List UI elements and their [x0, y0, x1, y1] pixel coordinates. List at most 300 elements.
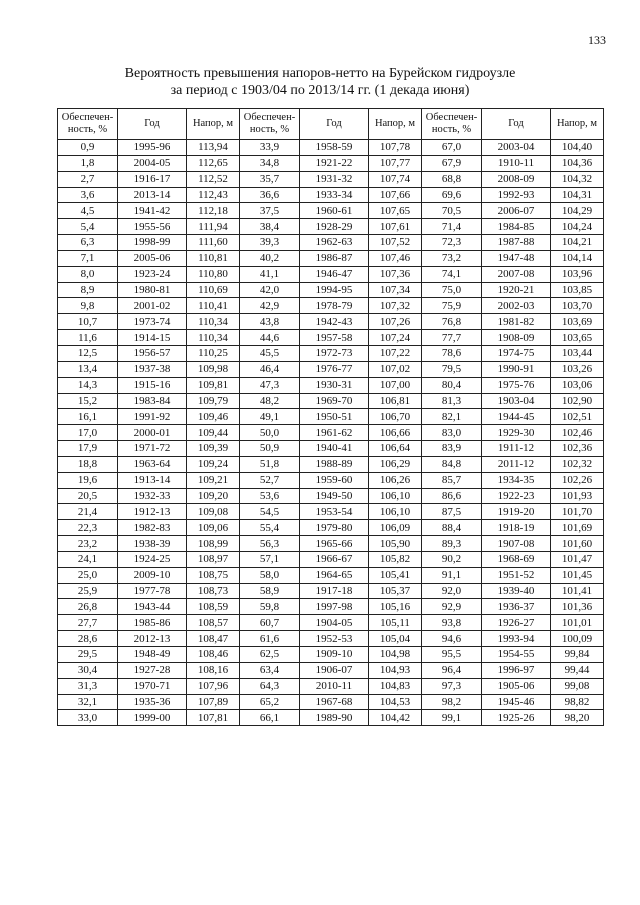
head-cell: 106,66 [369, 425, 422, 441]
table-row [58, 266, 604, 282]
year-cell: 1958-59 [300, 140, 369, 156]
year-cell: 1933-34 [300, 187, 369, 203]
probability-cell: 94,6 [422, 631, 482, 647]
head-cell: 101,01 [551, 615, 604, 631]
year-cell: 1940-41 [300, 441, 369, 457]
head-cell: 105,82 [369, 551, 422, 567]
year-cell: 1912-13 [118, 504, 187, 520]
table-row [58, 345, 604, 361]
year-cell: 1968-69 [482, 551, 551, 567]
header-probability: Обеспечен-ность, % [422, 109, 482, 140]
year-cell: 1947-48 [482, 250, 551, 266]
year-cell: 1991-92 [118, 409, 187, 425]
year-cell: 1954-55 [482, 647, 551, 663]
year-cell: 1976-77 [300, 361, 369, 377]
head-cell: 109,24 [187, 456, 240, 472]
year-cell: 1918-19 [482, 520, 551, 536]
head-cell: 109,06 [187, 520, 240, 536]
head-cell: 104,32 [551, 171, 604, 187]
probability-cell: 63,4 [240, 662, 300, 678]
head-cell: 108,47 [187, 631, 240, 647]
head-cell: 107,96 [187, 678, 240, 694]
head-cell: 101,45 [551, 567, 604, 583]
year-cell: 1956-57 [118, 345, 187, 361]
probability-cell: 22,3 [58, 520, 118, 536]
probability-cell: 57,1 [240, 551, 300, 567]
head-cell: 105,16 [369, 599, 422, 615]
probability-cell: 23,2 [58, 536, 118, 552]
year-cell: 1924-25 [118, 551, 187, 567]
head-cell: 101,70 [551, 504, 604, 520]
head-cell: 104,98 [369, 647, 422, 663]
probability-cell: 34,8 [240, 155, 300, 171]
table-row [58, 314, 604, 330]
probability-cell: 83,0 [422, 425, 482, 441]
head-cell: 104,24 [551, 219, 604, 235]
head-cell: 101,93 [551, 488, 604, 504]
probability-cell: 45,5 [240, 345, 300, 361]
year-cell: 1905-06 [482, 678, 551, 694]
head-cell: 104,21 [551, 235, 604, 251]
head-cell: 107,89 [187, 694, 240, 710]
head-cell: 99,84 [551, 647, 604, 663]
probability-cell: 50,9 [240, 441, 300, 457]
head-cell: 107,46 [369, 250, 422, 266]
probability-cell: 80,4 [422, 377, 482, 393]
head-cell: 106,81 [369, 393, 422, 409]
head-cell: 108,59 [187, 599, 240, 615]
probability-cell: 39,3 [240, 235, 300, 251]
year-cell: 1966-67 [300, 551, 369, 567]
year-cell: 2006-07 [482, 203, 551, 219]
probability-cell: 89,3 [422, 536, 482, 552]
table-row [58, 583, 604, 599]
year-cell: 1921-22 [300, 155, 369, 171]
head-cell: 98,20 [551, 710, 604, 726]
head-cell: 102,51 [551, 409, 604, 425]
head-cell: 104,42 [369, 710, 422, 726]
head-cell: 109,98 [187, 361, 240, 377]
probability-cell: 30,4 [58, 662, 118, 678]
head-cell: 104,36 [551, 155, 604, 171]
probability-cell: 77,7 [422, 330, 482, 346]
head-cell: 105,04 [369, 631, 422, 647]
year-cell: 1930-31 [300, 377, 369, 393]
table-row [58, 488, 604, 504]
year-cell: 1965-66 [300, 536, 369, 552]
head-cell: 108,57 [187, 615, 240, 631]
probability-cell: 56,3 [240, 536, 300, 552]
probability-cell: 31,3 [58, 678, 118, 694]
table-row [58, 662, 604, 678]
year-cell: 1914-15 [118, 330, 187, 346]
year-cell: 1904-05 [300, 615, 369, 631]
table-row [58, 155, 604, 171]
table-row [58, 282, 604, 298]
page-number: 133 [588, 33, 606, 47]
head-cell: 107,78 [369, 140, 422, 156]
year-cell: 1959-60 [300, 472, 369, 488]
table-row [58, 187, 604, 203]
probability-cell: 17,9 [58, 441, 118, 457]
table-row [58, 710, 604, 726]
probability-cell: 27,7 [58, 615, 118, 631]
year-cell: 1913-14 [118, 472, 187, 488]
head-cell: 101,36 [551, 599, 604, 615]
head-cell: 103,26 [551, 361, 604, 377]
head-cell: 112,52 [187, 171, 240, 187]
table-row [58, 361, 604, 377]
head-cell: 106,29 [369, 456, 422, 472]
probability-cell: 78,6 [422, 345, 482, 361]
probability-cell: 3,6 [58, 187, 118, 203]
probability-cell: 24,1 [58, 551, 118, 567]
table-row [58, 171, 604, 187]
head-cell: 107,32 [369, 298, 422, 314]
year-cell: 1964-65 [300, 567, 369, 583]
year-cell: 2008-09 [482, 171, 551, 187]
probability-cell: 8,0 [58, 266, 118, 282]
probability-cell: 18,8 [58, 456, 118, 472]
table-row [58, 377, 604, 393]
year-cell: 1967-68 [300, 694, 369, 710]
head-cell: 107,24 [369, 330, 422, 346]
header-year: Год [482, 109, 551, 140]
table-row [58, 567, 604, 583]
probability-cell: 52,7 [240, 472, 300, 488]
head-cell: 102,36 [551, 441, 604, 457]
probability-cell: 60,7 [240, 615, 300, 631]
head-cell: 111,94 [187, 219, 240, 235]
table-row [58, 647, 604, 663]
year-cell: 1922-23 [482, 488, 551, 504]
probability-cell: 93,8 [422, 615, 482, 631]
year-cell: 1939-40 [482, 583, 551, 599]
probability-cell: 72,3 [422, 235, 482, 251]
head-cell: 103,85 [551, 282, 604, 298]
probability-cell: 81,3 [422, 393, 482, 409]
year-cell: 1963-64 [118, 456, 187, 472]
table-row [58, 520, 604, 536]
year-cell: 2002-03 [482, 298, 551, 314]
head-cell: 103,70 [551, 298, 604, 314]
year-cell: 1977-78 [118, 583, 187, 599]
probability-cell: 92,9 [422, 599, 482, 615]
year-cell: 1943-44 [118, 599, 187, 615]
table-row [58, 504, 604, 520]
probability-cell: 48,2 [240, 393, 300, 409]
probability-cell: 95,5 [422, 647, 482, 663]
head-cell: 110,69 [187, 282, 240, 298]
year-cell: 1981-82 [482, 314, 551, 330]
year-cell: 1950-51 [300, 409, 369, 425]
head-cell: 102,32 [551, 456, 604, 472]
probability-cell: 83,9 [422, 441, 482, 457]
header-year: Год [300, 109, 369, 140]
probability-cell: 15,2 [58, 393, 118, 409]
head-cell: 107,66 [369, 187, 422, 203]
table-header-row [58, 109, 604, 140]
probability-cell: 90,2 [422, 551, 482, 567]
probability-cell: 1,8 [58, 155, 118, 171]
year-cell: 1975-76 [482, 377, 551, 393]
year-cell: 1923-24 [118, 266, 187, 282]
probability-cell: 91,1 [422, 567, 482, 583]
head-cell: 109,44 [187, 425, 240, 441]
probability-cell: 49,1 [240, 409, 300, 425]
table-row [58, 678, 604, 694]
probability-cell: 0,9 [58, 140, 118, 156]
probability-cell: 13,4 [58, 361, 118, 377]
year-cell: 2013-14 [118, 187, 187, 203]
table-row [58, 140, 604, 156]
probability-cell: 69,6 [422, 187, 482, 203]
year-cell: 1987-88 [482, 235, 551, 251]
year-cell: 1986-87 [300, 250, 369, 266]
head-cell: 104,14 [551, 250, 604, 266]
probability-cell: 64,3 [240, 678, 300, 694]
probability-cell: 66,1 [240, 710, 300, 726]
head-cell: 108,99 [187, 536, 240, 552]
year-cell: 1998-99 [118, 235, 187, 251]
head-cell: 102,46 [551, 425, 604, 441]
probability-cell: 38,4 [240, 219, 300, 235]
probability-cell: 65,2 [240, 694, 300, 710]
year-cell: 1937-38 [118, 361, 187, 377]
year-cell: 1931-32 [300, 171, 369, 187]
year-cell: 2003-04 [482, 140, 551, 156]
head-cell: 109,81 [187, 377, 240, 393]
year-cell: 1999-00 [118, 710, 187, 726]
head-cell: 109,08 [187, 504, 240, 520]
probability-cell: 73,2 [422, 250, 482, 266]
probability-cell: 76,8 [422, 314, 482, 330]
year-cell: 1961-62 [300, 425, 369, 441]
year-cell: 1932-33 [118, 488, 187, 504]
year-cell: 1942-43 [300, 314, 369, 330]
probability-cell: 26,8 [58, 599, 118, 615]
table-row [58, 456, 604, 472]
probability-cell: 68,8 [422, 171, 482, 187]
table-body [58, 140, 604, 726]
header-head: Напор, м [369, 109, 422, 140]
year-cell: 1978-79 [300, 298, 369, 314]
year-cell: 2009-10 [118, 567, 187, 583]
probability-cell: 40,2 [240, 250, 300, 266]
year-cell: 1941-42 [118, 203, 187, 219]
table-row [58, 235, 604, 251]
head-cell: 108,97 [187, 551, 240, 567]
head-cell: 103,06 [551, 377, 604, 393]
head-cell: 107,34 [369, 282, 422, 298]
year-cell: 2005-06 [118, 250, 187, 266]
table-row [58, 250, 604, 266]
head-cell: 107,61 [369, 219, 422, 235]
probability-cell: 58,0 [240, 567, 300, 583]
head-cell: 109,39 [187, 441, 240, 457]
head-cell: 104,83 [369, 678, 422, 694]
head-cell: 104,29 [551, 203, 604, 219]
table-row [58, 298, 604, 314]
year-cell: 1934-35 [482, 472, 551, 488]
year-cell: 1949-50 [300, 488, 369, 504]
year-cell: 1983-84 [118, 393, 187, 409]
probability-cell: 75,9 [422, 298, 482, 314]
probability-cell: 19,6 [58, 472, 118, 488]
year-cell: 1972-73 [300, 345, 369, 361]
probability-cell: 41,1 [240, 266, 300, 282]
title-line-1: Вероятность превышения напоров-нетто на Бурейском гидроузле [124, 66, 516, 81]
head-cell: 113,94 [187, 140, 240, 156]
probability-cell: 42,0 [240, 282, 300, 298]
probability-cell: 96,4 [422, 662, 482, 678]
head-cell: 105,90 [369, 536, 422, 552]
probability-cell: 51,8 [240, 456, 300, 472]
head-cell: 107,52 [369, 235, 422, 251]
year-cell: 1928-29 [300, 219, 369, 235]
year-cell: 1925-26 [482, 710, 551, 726]
probability-cell: 16,1 [58, 409, 118, 425]
head-cell: 101,60 [551, 536, 604, 552]
probability-cell: 71,4 [422, 219, 482, 235]
year-cell: 1996-97 [482, 662, 551, 678]
probability-cell: 87,5 [422, 504, 482, 520]
probability-cell: 10,7 [58, 314, 118, 330]
year-cell: 2011-12 [482, 456, 551, 472]
year-cell: 1910-11 [482, 155, 551, 171]
probability-cell: 33,0 [58, 710, 118, 726]
header-head: Напор, м [187, 109, 240, 140]
table-row [58, 631, 604, 647]
head-cell: 104,40 [551, 140, 604, 156]
year-cell: 2012-13 [118, 631, 187, 647]
year-cell: 1938-39 [118, 536, 187, 552]
title-line-2: за период с 1903/04 по 2013/14 гг. (1 декада июня) [170, 83, 470, 98]
head-cell: 110,34 [187, 314, 240, 330]
head-cell: 108,75 [187, 567, 240, 583]
head-cell: 107,26 [369, 314, 422, 330]
probability-cell: 88,4 [422, 520, 482, 536]
probability-cell: 33,9 [240, 140, 300, 156]
head-cell: 101,41 [551, 583, 604, 599]
probability-cell: 9,8 [58, 298, 118, 314]
table-row [58, 472, 604, 488]
year-cell: 1935-36 [118, 694, 187, 710]
probability-cell: 98,2 [422, 694, 482, 710]
probability-cell: 75,0 [422, 282, 482, 298]
head-cell: 106,10 [369, 504, 422, 520]
probability-cell: 82,1 [422, 409, 482, 425]
year-cell: 1971-72 [118, 441, 187, 457]
head-cell: 103,96 [551, 266, 604, 282]
head-cell: 106,26 [369, 472, 422, 488]
probability-cell: 53,6 [240, 488, 300, 504]
year-cell: 1957-58 [300, 330, 369, 346]
table-row [58, 599, 604, 615]
year-cell: 1984-85 [482, 219, 551, 235]
year-cell: 2001-02 [118, 298, 187, 314]
year-cell: 1911-12 [482, 441, 551, 457]
probability-cell: 67,0 [422, 140, 482, 156]
year-cell: 1974-75 [482, 345, 551, 361]
year-cell: 1907-08 [482, 536, 551, 552]
year-cell: 2004-05 [118, 155, 187, 171]
head-cell: 112,65 [187, 155, 240, 171]
head-cell: 108,46 [187, 647, 240, 663]
table-row [58, 393, 604, 409]
head-cell: 107,77 [369, 155, 422, 171]
table-row [58, 694, 604, 710]
year-cell: 1982-83 [118, 520, 187, 536]
year-cell: 1906-07 [300, 662, 369, 678]
head-cell: 98,82 [551, 694, 604, 710]
probability-cell: 4,5 [58, 203, 118, 219]
head-cell: 107,81 [187, 710, 240, 726]
table-row [58, 441, 604, 457]
year-cell: 1993-94 [482, 631, 551, 647]
head-cell: 101,47 [551, 551, 604, 567]
year-cell: 1973-74 [118, 314, 187, 330]
probability-cell: 11,6 [58, 330, 118, 346]
probability-cell: 97,3 [422, 678, 482, 694]
head-cell: 108,16 [187, 662, 240, 678]
year-cell: 1962-63 [300, 235, 369, 251]
probability-cell: 74,1 [422, 266, 482, 282]
year-cell: 1903-04 [482, 393, 551, 409]
head-cell: 107,36 [369, 266, 422, 282]
head-cell: 108,73 [187, 583, 240, 599]
year-cell: 1948-49 [118, 647, 187, 663]
probability-cell: 29,5 [58, 647, 118, 663]
year-cell: 1945-46 [482, 694, 551, 710]
head-cell: 110,80 [187, 266, 240, 282]
probability-cell: 21,4 [58, 504, 118, 520]
probability-cell: 55,4 [240, 520, 300, 536]
head-cell: 111,60 [187, 235, 240, 251]
year-cell: 1946-47 [300, 266, 369, 282]
head-cell: 112,43 [187, 187, 240, 203]
year-cell: 1927-28 [118, 662, 187, 678]
head-cell: 110,41 [187, 298, 240, 314]
head-cell: 107,74 [369, 171, 422, 187]
probability-cell: 36,6 [240, 187, 300, 203]
probability-cell: 70,5 [422, 203, 482, 219]
head-cell: 110,25 [187, 345, 240, 361]
year-cell: 1989-90 [300, 710, 369, 726]
probability-cell: 2,7 [58, 171, 118, 187]
probability-cell: 6,3 [58, 235, 118, 251]
probability-cell: 37,5 [240, 203, 300, 219]
year-cell: 1936-37 [482, 599, 551, 615]
year-cell: 1969-70 [300, 393, 369, 409]
year-cell: 1916-17 [118, 171, 187, 187]
head-cell: 103,44 [551, 345, 604, 361]
header-probability: Обеспечен-ность, % [240, 109, 300, 140]
year-cell: 1970-71 [118, 678, 187, 694]
probability-cell: 5,4 [58, 219, 118, 235]
head-cell: 107,65 [369, 203, 422, 219]
head-cell: 105,11 [369, 615, 422, 631]
probability-cell: 17,0 [58, 425, 118, 441]
head-cell: 104,93 [369, 662, 422, 678]
table-row [58, 551, 604, 567]
table-row [58, 330, 604, 346]
year-cell: 1951-52 [482, 567, 551, 583]
probability-cell: 8,9 [58, 282, 118, 298]
head-cell: 109,46 [187, 409, 240, 425]
head-cell: 104,31 [551, 187, 604, 203]
head-cell: 99,44 [551, 662, 604, 678]
